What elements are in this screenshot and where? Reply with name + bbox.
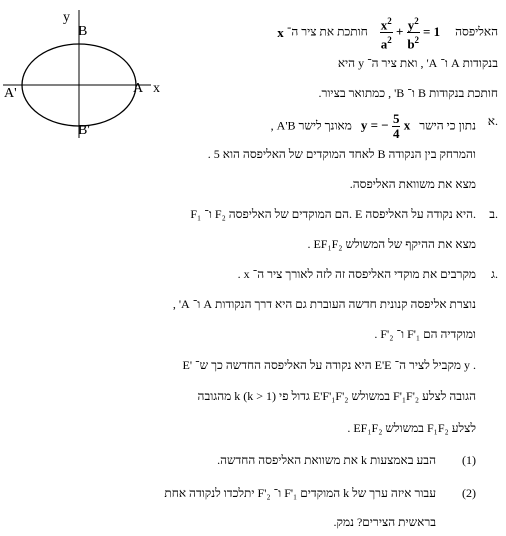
part-a-line-2 xyxy=(208,146,476,162)
eq-a-exp: 2 xyxy=(387,35,392,46)
part-a-text-1: נתון כי הישר xyxy=(419,118,476,133)
y-axis-label: y xyxy=(63,10,70,25)
part-a-line-2-text: והמרחק בין הנקודה B לאחד המוקדים של האליפסה הוא 5 . xyxy=(207,147,476,161)
part-c-line-3 xyxy=(374,326,476,342)
sub-1-line xyxy=(217,452,436,468)
eq-b: b xyxy=(407,36,415,52)
line-eq-lhs: y = − xyxy=(360,117,389,133)
line-eq-frac-den: 4 xyxy=(392,126,400,141)
ellipse-figure xyxy=(0,5,170,145)
sub-1-text: הבע באמצעות k את משוואת האליפסה החדשה. xyxy=(217,453,436,467)
ellipse-equation: $\frac{x^2}{a^2}$ + $\frac{y^2}{b^2}$ = 1 xyxy=(380,16,441,52)
part-a-line-3 xyxy=(350,176,476,192)
point-A-label: A xyxy=(133,81,144,96)
intro-line-3-text: חותכת בנקודות B ו־ B' , כמתואר בציור. xyxy=(318,86,498,100)
point-B-label: B xyxy=(78,24,88,39)
eq-b-exp: 2 xyxy=(414,35,420,46)
line-eq-x: x xyxy=(403,117,411,133)
part-b-line-1 xyxy=(190,206,476,222)
eq-y: y xyxy=(407,17,415,33)
intro-line-2 xyxy=(338,55,498,71)
eq-rhs: = 1 xyxy=(422,23,441,39)
intro-axis-x: x xyxy=(277,24,284,40)
sub-2-line-1 xyxy=(164,485,436,501)
part-c-line-3-text: ומוקדיה הם F'₁ ו־ F'₂ . xyxy=(374,327,476,341)
intro-text-1: האליפסה xyxy=(455,24,498,39)
part-a-text-2: מאונך לישר A'B , xyxy=(270,118,352,133)
part-b-line-1-text: F₁ ו־ F₂ הם המוקדים של האליפסה. E היא נקודה על האליפסה. xyxy=(190,207,476,221)
intro-line-2-text: בנקודות A ו־ A' , ואת ציר ה־ y היא xyxy=(337,56,498,70)
eq-a: a xyxy=(380,36,388,52)
part-c-line-4-text: E' היא נקודה על האליפסה החדשה כך ש־ E'E מקביל לציר ה־ y . xyxy=(182,358,476,372)
intro-line-1 xyxy=(277,14,498,52)
line-eq-frac-num: 5 xyxy=(392,111,400,126)
line-equation xyxy=(361,112,410,141)
part-c-line-2 xyxy=(173,296,476,312)
part-c-line-6 xyxy=(347,420,476,436)
part-b-line-2 xyxy=(307,236,476,252)
part-c-line-2-text: נוצרת אליפסה קנונית חדשה העוברת גם היא דרך הנקודות A ו־ A' , xyxy=(172,297,476,311)
intro-text-2: חותכת את ציר ה־ xyxy=(286,24,368,39)
part-b-label: ב. xyxy=(489,207,498,221)
part-c-line-6-text: לצלע F₁F₂ במשולש EF₁F₂ . xyxy=(347,421,476,435)
sub-1-label: (1) xyxy=(462,453,476,467)
part-a-label: א. xyxy=(487,114,498,128)
eq-x-exp: 2 xyxy=(387,16,392,26)
part-c-line-5 xyxy=(198,388,476,404)
sub-2-line-2 xyxy=(334,514,436,530)
point-B-prime-label: B' xyxy=(78,123,90,138)
part-c-line-1 xyxy=(238,266,476,282)
x-axis-label: x xyxy=(153,81,160,96)
sub-2-label: (2) xyxy=(462,486,476,500)
eq-x: x xyxy=(380,17,388,33)
eq-y-exp: 2 xyxy=(414,16,419,26)
part-a-line-1 xyxy=(271,112,476,141)
part-c-label: ג. xyxy=(491,267,498,281)
part-a-line-3-text: מצא את משוואת האליפסה. xyxy=(349,177,476,191)
sub-2-line-1-text: עבור איזה ערך של k המוקדים F'₁ ו־ F'₂ יתלכדו לנקודה אחת xyxy=(164,486,436,500)
part-c-line-4 xyxy=(183,357,476,373)
part-b-line-2-text: מצא את ההיקף של המשולש EF₁F₂ . xyxy=(307,237,476,251)
intro-line-3 xyxy=(318,85,498,101)
point-A-prime-label: A' xyxy=(4,86,17,101)
sub-2-line-2-text: בראשית הצירים? נמק. xyxy=(333,515,436,529)
part-c-line-1-text: מקרבים את מוקדי האליפסה זה לזה לאורך ציר ה־ x . xyxy=(237,267,476,281)
part-c-line-5-text: הגובה לצלע F'₁F'₂ במשולש E'F'₁F'₂ גדול פי k (k > 1) מהגובה xyxy=(197,389,476,403)
